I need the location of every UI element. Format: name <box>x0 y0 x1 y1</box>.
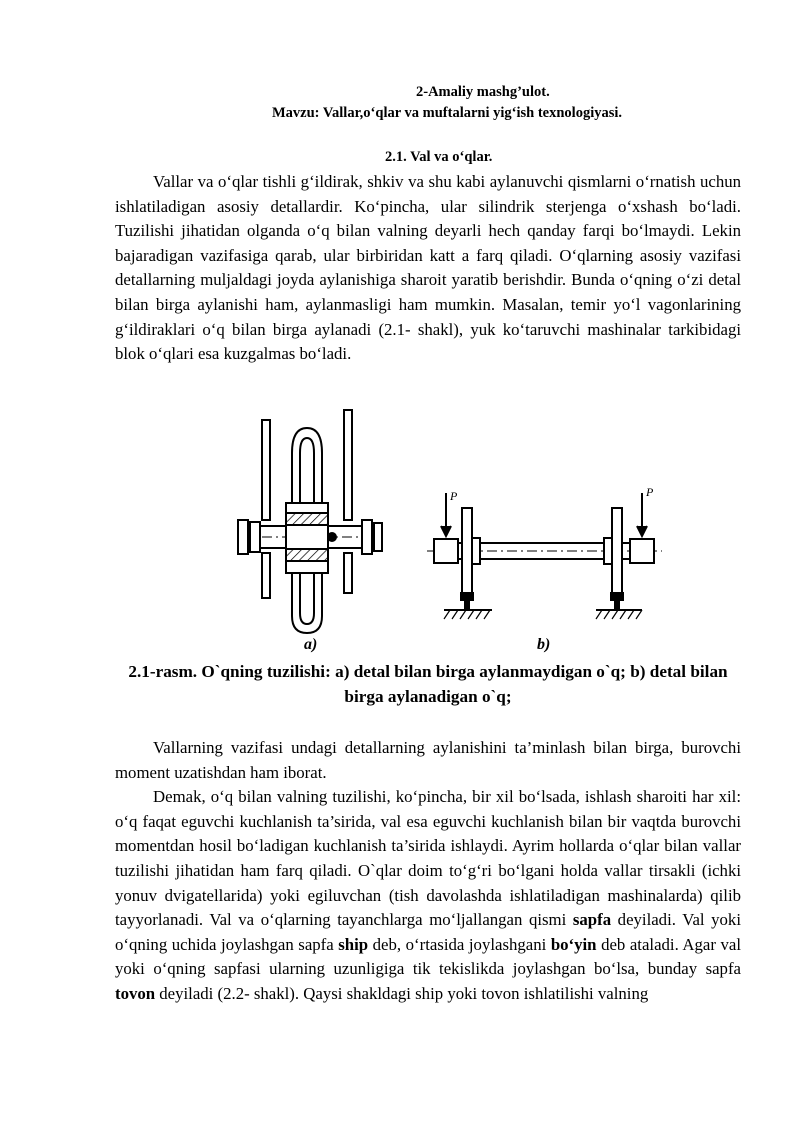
section-heading: 2.1. Val va o‘qlar. <box>385 149 493 165</box>
term-tovon: tovon <box>115 983 156 1003</box>
paragraph-3-part-c: deb, o‘rtasida joylashgani <box>368 934 551 954</box>
paragraph-3 <box>115 785 741 1006</box>
figure-a-drawing <box>238 410 382 633</box>
paragraph-2: Vallarning vazifasi undagi detallarning aylanishini ta’minlash bilan birga, burovchi moment uzatishdan ham iborat. <box>115 738 741 782</box>
figure-axle-diagram <box>222 408 662 640</box>
figure-label-a: a) <box>304 636 318 653</box>
force-label-right: P <box>646 485 654 499</box>
paragraph-3-part-b: deyiladi. Val yoki o‘qning uchida joylashgan sapfa <box>115 910 741 954</box>
paragraph-1: Vallar va o‘qlar tishli g‘ildirak, shkiv va shu kabi aylanuvchi qismlarni o‘rnatish uchun ishlatiladigan asosiy detallardir. Ko‘pincha, ular silindrik sterjenga o‘xshash bo‘ladi. Tuzilishi jihatidan olganda o‘q bilan valning deyarli hech qanday farqi bo‘lmaydi. Lekin bajaradigan vazifasiga qarab, ular birbiridan katt a farq qiladi. O‘qlarning asosiy vazifasi detallarning muljaldagi joyda aylanishiga sharoit yaratib berishdir. Bunda o‘qning o‘zi detal bilan birga aylanishi ham, aylanmasligi ham mumkin. Masalan, temir yo‘l vagonlarining g‘ildiraklari o‘q bilan birga aylanadi (2.1- shakl), yuk ko‘taruvchi mashinalar tarkibidagi blok o‘qlari esa kuzgalmas bo‘ladi. <box>115 172 741 364</box>
paragraph-3-part-a: Demak, o‘q bilan valning tuzilishi, ko‘pincha, bir xil bo‘lsada, ishlash sharoiti har xil: o‘q faqat eguvchi kuchlanish ta’sirida, val esa eguvchi kuchlanish bilan bir vaqtda burovchi momentdan hosil bo‘ladigan kuchlanish ta’sirida ishlaydi. Ayrim hollarda o‘qlar bilan vallar tuzilishi jihatidan ham farq qiladi. O`qlar doim to‘g‘ri bo‘lgani holda vallar tirsakli (ichki yonuv dvigatellarida) yoki egiluvchan (tish davolashda ishlatiladigan mashinalarda) qilib tayyorlanadi. Val va o‘qlarning tayanchlarga mo‘ljallangan qismi <box>115 787 741 930</box>
paragraph-3-part-d: deb ataladi. Agar val yoki o‘qning sapfasi ularning uzunligiga tik tekislikda joylashgan bo‘lsa, bunday sapfa <box>115 934 741 979</box>
practice-title: 2-Amaliy mashg’ulot. <box>416 84 550 100</box>
term-ship: ship <box>338 934 369 954</box>
paragraph-intro <box>115 170 741 367</box>
paragraph-block-2 <box>115 736 741 1007</box>
figure-caption: 2.1-rasm. O`qning tuzilishi: a) detal bilan birga aylanmaydigan o`q; b) detal bilan birga aylanadigan o`q; <box>128 662 728 706</box>
figure-b-drawing <box>427 493 662 619</box>
paragraph-3-part-e: deyiladi (2.2- shakl). Qaysi shakldagi ship yoki tovon ishlatilishi valning <box>155 983 649 1003</box>
force-label-left: P <box>450 489 458 503</box>
term-boyin: bo‘yin <box>550 934 597 954</box>
figure-label-b: b) <box>537 636 551 653</box>
topic-title: Mavzu: Vallar,o‘qlar va muftalarni yig‘ish texnologiyasi. <box>272 105 623 121</box>
term-sapfa: sapfa <box>572 910 612 930</box>
